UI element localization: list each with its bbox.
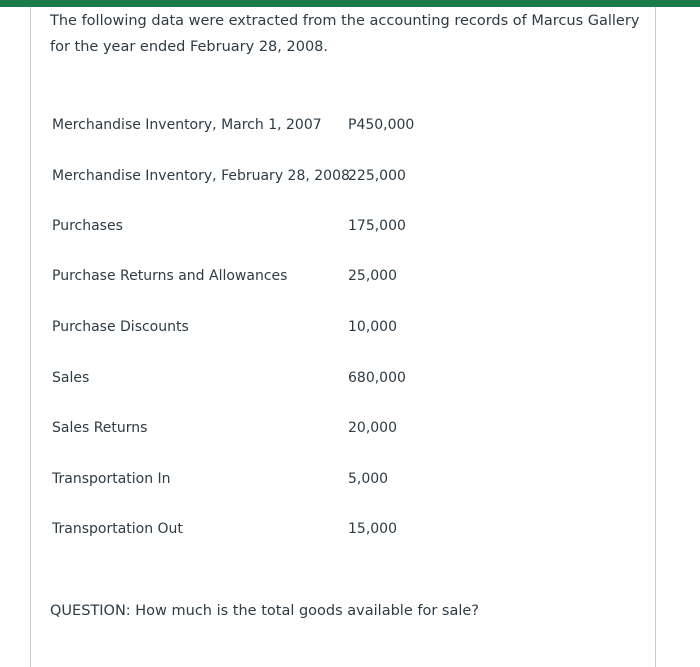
row-value-sales-returns: 20,000 xyxy=(348,420,397,436)
row-value-sales: 680,000 xyxy=(348,370,406,386)
row-label-transportation-out: Transportation Out xyxy=(52,521,183,537)
question-card xyxy=(30,7,656,667)
row-value-inventory-beginning: P450,000 xyxy=(348,117,415,133)
header-accent-bar xyxy=(0,0,700,7)
row-value-inventory-ending: 225,000 xyxy=(348,168,406,184)
row-value-transportation-out: 15,000 xyxy=(348,521,397,537)
row-label-purchases: Purchases xyxy=(52,218,123,234)
row-label-purchase-returns: Purchase Returns and Allowances xyxy=(52,268,288,284)
row-label-sales-returns: Sales Returns xyxy=(52,420,148,436)
row-value-transportation-in: 5,000 xyxy=(348,471,389,487)
intro-text: The following data were extracted from the accounting records of Marcus Gallery for the year ended February 28, 2008. xyxy=(50,13,640,55)
row-label-inventory-beginning: Merchandise Inventory, March 1, 2007 xyxy=(52,117,322,133)
row-label-inventory-ending: Merchandise Inventory, February 28, 2008 xyxy=(52,168,350,184)
row-label-sales: Sales xyxy=(52,370,90,386)
row-value-purchases: 175,000 xyxy=(348,218,406,234)
row-label-transportation-in: Transportation In xyxy=(52,471,171,487)
question-text: QUESTION: How much is the total goods available for sale? xyxy=(50,603,479,619)
row-value-purchase-returns: 25,000 xyxy=(348,268,397,284)
row-value-purchase-discounts: 10,000 xyxy=(348,319,397,335)
row-label-purchase-discounts: Purchase Discounts xyxy=(52,319,189,335)
